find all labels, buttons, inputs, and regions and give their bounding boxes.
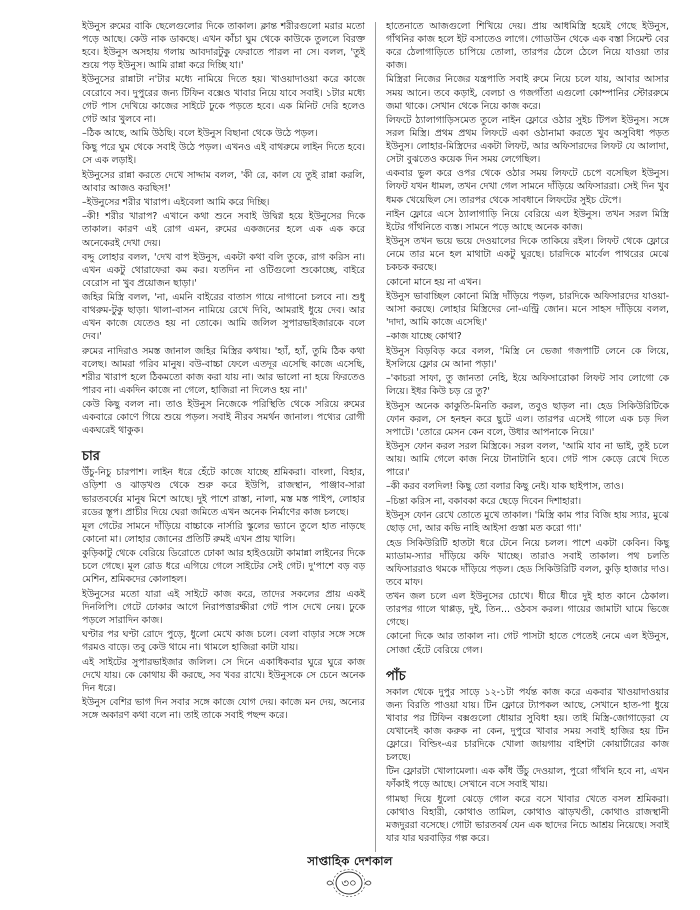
paragraph: –কী! শরীর খারাপ? এখানে কথা শুনে সবাই উদ্বিগ্ন হয়ে ইউনুসের দিকে তাকাল। কারণ এই রোগ এমন, রুমের একজনের হলে এক এক করে অনেকেরই দেখা দেয়। bbox=[82, 211, 365, 249]
paragraph: কেউ কিছু বলল না। তাও ইউনুস নিজেকে পরিস্থিতি থেকে সরিয়ে রুমের একবারে কোণে গিয়ে শুয়ে পড়ল। সবাই নীরব সমর্থন জানাল। পথ্যের রোগী একঘরেই থাকুক। bbox=[82, 399, 365, 437]
paragraph: ইউনুস বিড়বিড় করে বলল, 'মিস্ত্রি নে ভেজা গজপাটি লেনে কে লিয়ে, ইসলিয়ে ফ্লোর মে আনা পড়া।' bbox=[386, 345, 669, 370]
paragraph: নাইন ফ্লোরে এসে ঠ্যালাগাড়ি নিয়ে বেরিয়ে এল ইউনুস। তখন সরল মিস্ত্রি ইটের গাঁথনিতে ব্যস্ত। সামনে পড়ে আছে অনেক কাজ। bbox=[386, 208, 669, 233]
paragraph: কোনো মানে হয় না এখন। bbox=[386, 276, 482, 288]
page-number-badge bbox=[326, 867, 372, 899]
right-paragraphs-2 bbox=[386, 686, 669, 845]
column-divider bbox=[375, 22, 376, 852]
paragraph: একবার ভুল করে ওপর থেকে ওঠার সময় লিফটে চেপে বসেছিল ইউনুস। লিফট যখন ধামল, তখন দেখা গেল সামনে দাঁড়িয়ে অফিসাররা। সেই দিন খুব ধমক খেয়েছিল সে। তারপর থেকে সাবধানে লিফটের সুইচ টেপে। bbox=[386, 168, 669, 206]
paragraph: সকাল থেকে দুপুর সাড়ে ১২-১টা পর্যন্ত কাজ করে একবার খাওয়াদাওয়ার জন্য বিরতি পাওয়া যায়। টিন ফ্লোরে ট্যাপকল আছে, সেখানে হাত-পা ধুয়ে খাবার পর টিফিন বক্সগুলো ধোয়ার সুবিধা হয়। তাই মিস্ত্রি-জোগাড়েরা যে যেখানেই কাজ করুক না কেন, দুপুরে খাবার সময় সবাই হাজির হয় টিন ফ্লোরে। বিল্ডিং-এর চারদিকে খোলা জায়গায় বাইশটা কোয়ার্টারের কাজ চলছে। bbox=[386, 686, 669, 763]
paragraph: হাতেনাতে আজগুলো শিখিয়ে দেয়। প্রায় আধমিস্ত্রি হয়েই গেছে ইউনুস, গাঁথনির কাজ হলে ইট বসাতেও লাগে। গোডাউন থেকে এক বস্তা সিমেন্ট বের করে ঠেলাগাড়িতে চাপিয়ে তোলা, তারপর ঠেলে ঠেলে নিয়ে যাওয়া তার কাজ। bbox=[386, 21, 669, 72]
paragraph: ইউনুস ভাবাচ্ছিল কোনো মিস্ত্রি দাঁড়িয়ে পড়ল, চারদিকে অফিসারদের যাওয়া-আসা করছে। লোহার মিস্ত্রিদের নো-এন্ট্রি জোন। মনে সাহস দাঁড়িয়ে বলল, 'দাদা, আমি কাজে এসেছি।' bbox=[386, 291, 669, 329]
paragraph: টিন ফ্লোরটা খোলামেলা। এক কাঁধ উঁচু দেওয়াল, পুরো গাঁথনি হবে না, এখন ফাঁকাই পড়ে আছে। সেখানে বসে সবাই খায়। bbox=[386, 766, 669, 791]
paragraph: –'কাচরা সাফা, তু জানতা নেহি, ইয়ে অফিসারোকা লিফট সাব লোগো কে লিয়ে। ইধর কিউ চড় রে তু?' bbox=[386, 373, 669, 398]
magazine-title: সাপ্তাহিক দেশকাল bbox=[307, 854, 393, 868]
section-heading: চার bbox=[82, 449, 100, 465]
paragraph: ইউনুসের রান্নাটা ন'টার মধ্যে নামিয়ে দিতে হয়। খাওয়াদাওয়া করে কাজে বেরোবে সব। দুপুরের জন্য টিফিন বক্সেও খাবার নিয়ে যাবে সবাই। ১টার মধ্যে গেট পাস দেখিয়ে কাজের সাইটে ঢুকে পড়তে হবে। এক মিনিট দেরি হলেও গেট আর খুলবে না। bbox=[82, 74, 365, 125]
paragraph: হেড সিকিউরিটি হাতটা ধরে টেনে নিয়ে চলল। পাশে একটা কেবিন। কিছু ম্যাডাম-স্যার দাঁড়িয়ে কফি খাচ্ছে। তারাও সবাই তাকাল। পথ চলতি অফিসাররাও থমকে দাঁড়িয়ে পড়ল। হেড সিকিউরিটি বলল, কুড়ি হাজার দাও। তবে মাফ। bbox=[386, 537, 669, 588]
paragraph: গামছা দিয়ে ধুলো ঝেড়ে গোল করে বসে খাবার খেতে বসল শ্রমিকরা। কোথাও বিহারী, কোথাও তামিল, কোথাও ঝাড়খণ্ডী, কোথাও রাজস্থানী মজদুররা বসেছে। গোটা ভারতবর্ষ যেন এক ছাদের নিচে আশ্রয় নিয়েছে। সবাই যার যার ঘরবাড়ির গল্প করে। bbox=[386, 793, 669, 844]
paragraph: মূল গেটের সামনে দাঁড়িয়ে বাচ্চাকে নার্সারি স্কুলের ভ্যানে তুলে হাত নাড়ছে কোনো মা। লোহার জোনের প্রতিটি রুমই এখন প্রায় খালি। bbox=[82, 520, 365, 545]
left-paragraphs bbox=[82, 20, 365, 437]
paragraph: –কী করব বলদিল! কিছু তো বলার কিছু নেই। যাক ছাইপাস, তাও। bbox=[386, 481, 624, 493]
paragraph: লিফটে ঠ্যালাগাড়িসমেত তুলে নাইন ফ্লোরে ওঠার সুইচ টিপল ইউনুস। সঙ্গে সরল মিস্ত্রি। প্রথম প্রথম লিফটে একা ওঠানামা করতে খুব অসুবিধা পড়ত ইউনুস। লোহার-মিস্ত্রিদের একটা লিফট, আর অফিসারদের লিফট যে আলাদা, সেটা বুঝতেও কয়েক দিন সময় লেগেছিল। bbox=[386, 114, 669, 166]
paragraph: –ঠিক আছে, আমি উঠছি। বলে ইউনুস বিছানা থেকে উঠে পড়ল। bbox=[82, 127, 318, 139]
paragraph: –কাজ যাচ্ছে কোথা? bbox=[386, 331, 462, 343]
paragraph: ইউনুস তখন ভয়ে ভয়ে দেওয়ালের দিকে তাকিয়ে রইল। লিফট থেকে ফ্লোরে নেমে তার মনে হল মাথাটা একটু ঘুরছে। চারদিকে মার্বেল পাথরের মেঝে চকচক করছে। bbox=[386, 236, 669, 274]
left-paragraphs-2 bbox=[82, 466, 365, 722]
paragraph: ইউনুস অনেক কাকুতি-মিনতি করল, তবুও ছাড়ল না। হেড সিকিউরিটিকে ফোন করল, সে হনহন করে ছুটে এল। তারপর এসেই গালে এক চড় দিল সপাটে। 'তোরে মেসন কেন বলে, উধার আপনাকে নিয়ে।' bbox=[386, 400, 669, 438]
right-paragraphs bbox=[386, 20, 669, 657]
section-heading: পাঁচ bbox=[386, 668, 406, 684]
paragraph: এই সাইটের সুপারভাইজার জলিল। সে দিনে একাধিকবার ঘুরে ঘুরে কাজ দেখে যায়। কে কোথায় কী করছে, সব খবর রাখে। ইউনুসকে সে চেনে অনেক দিন ধরে। bbox=[82, 656, 365, 694]
paragraph: মিস্ত্রিরা নিজের নিজের যন্ত্রপাতি সবাই রুমে নিয়ে চলে যায়, আবার আসার সময় আনে। তবে কড়াই, বেলচা ও গজগাঁতা এগুলো কোম্পানির স্টোররুমে জমা থাকে। সেখান থেকে নিয়ে কাজ করে। bbox=[386, 74, 669, 112]
paragraph: ইউনুসের রান্না করতে দেখে সাদ্দাম বলল, 'কী রে, কাল যে তুই রান্না করলি, আবার আজও করছিস!' bbox=[82, 169, 365, 194]
paragraph: কুড়িকাটু থেকে বেরিয়ে ডিরোতে ঢোকা আর হাইওয়েটা কামান্না লাইনের দিকে চলে গেছে। মূল রোড ধরে এগিয়ে গেলে সাইটের সেই গেট। দু'পাশে বড় বড় মেশিন, শ্রমিকদের কোলাহল। bbox=[82, 548, 365, 586]
paragraph: –চিন্তা করিস না, বকাবকা করে ছেড়ে দিবেন দিশাহারা। bbox=[386, 495, 582, 507]
paragraph: কোনো দিকে আর তাকাল না। গেট পাসটা হাতে পেতেই নেমে এল ইউনুস, সোজা হেঁটে বেরিয়ে গেল। bbox=[386, 631, 669, 656]
paragraph: ইউনুস ফোন করল সরল মিস্ত্রিকে। সরল বলল, 'আমি যাব না ভাই, তুই চলে আয়। আমি গেলে কাজ নিয়ে টানাটানি হবে। গেট পাস কেড়ে রেখে দিতে পারে।' bbox=[386, 441, 669, 479]
paragraph: জহির মিস্ত্রি বলল, 'না, এমনি বাইরের বাতাস গায়ে নাগানো চলবে না। শুধু বাথরুম-টুকু ছাড়া। থালা-বাসন নামিয়ে রেখে দিবি, আমরাই ধুয়ে দেব। আর এখন কাজে যেতেও হয় না তোকে। আমি জলিল সুপারভাইজারকে বলে দেব।' bbox=[82, 292, 365, 343]
paragraph: ইউনুসের মতো যারা এই সাইটে কাজ করে, তাদের সকলের প্রায় একই দিনলিপি। গেটে ঢোকার আগে নিরাপত্তারক্ষীরা গেট পাস দেখে নেয়। ঢুকে পড়লে সারাদিন কাজ। bbox=[82, 588, 365, 626]
paragraph: ঘণ্টার পর ঘণ্টা রোদে পুড়ে, ধুলো মেখে কাজ চলে। বেলা বাড়ার সঙ্গে সঙ্গে গরমও বাড়ে। তবু কেউ থামে না। থামলে হাজিরা কাটা যায়। bbox=[82, 629, 365, 654]
paragraph: ইউনুস রুমের বাকি ছেলেগুলোর দিকে তাকাল। ক্লান্ত শরীরগুলো মরার মতো পড়ে আছে। কেউ নাক ডাকছে। এখন কাঁচা ঘুম থেকে কাউকে তুললে বিরক্ত হবে। ইউনুস অসহায় গলায় আবদারটুকু ফেরাতে পারল না সে। বলল, 'তুই শুয়ে পড় ইউনুস। আমি রান্না করে দিচ্ছি যা।' bbox=[82, 21, 365, 72]
paragraph: কিছু পরে ঘুম থেকে সবাই উঠে পড়ল। এখনও এই বাথরুমে লাইন দিতে হবে। সে এক লড়াই। bbox=[82, 142, 365, 167]
right-column bbox=[386, 20, 669, 845]
paragraph: –ইউনুসের শরীর খারাপ। এইবেলা আমি করে দিচ্ছি। bbox=[82, 197, 270, 209]
paragraph: ইউনুস ফোন রেখে তোতে মুখে তাকাল। 'মিস্ত্রি কাম পার বিজি হায় স্যার, মুঝে ছোড় দো, আর কভি নাহি আইসা গুস্তা মত করো গা।' bbox=[386, 510, 669, 535]
paragraph: উঁচু-নিচু চারপাশ। লাইন ধরে হেঁটে কাজে যাচ্ছে শ্রমিকরা। বাংলা, বিহার, ওড়িশা ও ঝাড়খণ্ড থেকে শুরু করে ইউপি, রাজস্থান, পাঞ্জাব-সারা ভারতবর্ষের মানুষ মিশে আছে। দুই পাশে রাস্তা, নালা, মস্ত মস্ত পাইপ, লোহার রডের স্তূপ। প্রাচীর দিয়ে ঘেরা জমিতে এখন অনেক নির্মাণের কাজ চলছে। bbox=[82, 467, 365, 518]
paragraph: রুমের নাদিরাও সমস্ত জানাল জহির মিস্ত্রির কথায়। 'হ্যাঁ, হ্যাঁ, তুমি ঠিক কথা বলেছ। আমরা গরিব মানুষ। বউ-বাচ্চা ফেলে এতদূর এসেছি কাজে এসেছি, শরীর খারাপ হলে ঠিকমতো কাজ করা যায় না। আর ভালো না হয়ে ফিরতেও পারব না। একদিন কাজে না গেলে, হাজিরা না দিলেও হয় না।' bbox=[82, 345, 365, 396]
left-column bbox=[82, 20, 365, 722]
paragraph: বদ্দু লোহার বলল, 'দেখ বাপ ইউনুস, একটা কথা বলি তুকে, রাগ করিস না। এখন একটু থোরাফেরা কম কর। যতদিন না ওটিগুলো শুকোচ্ছে, বাইরে বেরোস না খুব প্রয়োজন ছাড়া।' bbox=[82, 251, 365, 289]
paragraph: তখন জল চলে এল ইউনুসের চোখে। ধীরে ধীরে দুই হাত কানে ঠেকাল। তারপর গালে থাপ্পড়, দুই, তিন... ওঠবস করল। গায়ের জামাটা ঘামে ভিজে গেছে। bbox=[386, 591, 669, 629]
page-number: ৩০ bbox=[341, 876, 357, 890]
paragraph: ইউনুস বেশির ভাগ দিন সবার সঙ্গে কাজে যোগ দেয়। কাজে মন দেয়, অন্যের সঙ্গে অকারণ কথা বলে না। তাই তাকে সবাই পছন্দ করে। bbox=[82, 697, 365, 722]
